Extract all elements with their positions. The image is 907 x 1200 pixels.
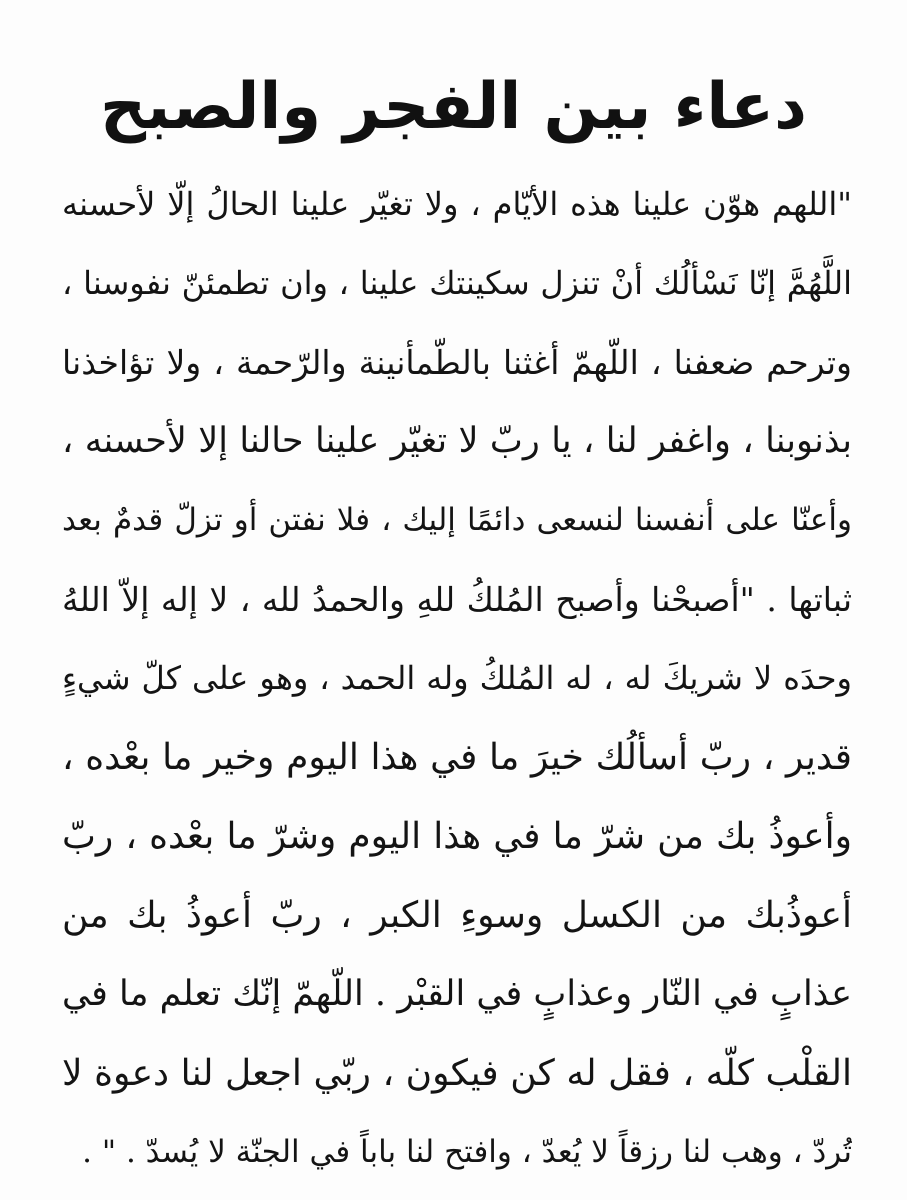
text-line: قدير ، ربّ أسألُك خيرَ ما في هذا اليوم وخير ما بعْده ، — [62, 737, 852, 778]
text-line: وحدَه لا شريكَ له ، له المُلكُ وله الحمد ، وهو على كلّ شيءٍ — [62, 659, 852, 697]
text-line: القلْب كلّه ، فقل له كن فيكون ، ربّي اجعل لنا دعوة لا — [62, 1053, 852, 1094]
text-line-last: تُردّ ، وهب لنا رزقاً لا يُعدّ ، وافتح لنا باباً في الجنّة لا يُسدّ . " . — [82, 1134, 852, 1170]
text-line: أعوذُبك من الكسل وسوءِ الكبر ، ربّ أعوذُ بك من — [62, 895, 852, 936]
prayer-text — [62, 165, 852, 1192]
text-line: بذنوبنا ، واغفر لنا ، يا ربّ لا تغيّر علينا حالنا إلا لأحسنه ، — [62, 421, 852, 461]
text-line: عذابٍ في النّار وعذابٍ في القبْر . اللّهمّ إنّك تعلم ما في — [62, 974, 852, 1014]
text-line: وأعنّا على أنفسنا لنسعى دائمًا إليك ، فلا نفتن أو تزلّ قدمٌ بعد — [62, 502, 852, 538]
text-line: وترحم ضعفنا ، اللّهمّ أغثنا بالطّمأنينة والرّحمة ، ولا تؤاخذنا — [62, 343, 852, 382]
page-title: دعاء بين الفجر والصبح — [100, 70, 807, 144]
text-line: وأعوذُ بك من شرّ ما في هذا اليوم وشرّ ما بعْده ، ربّ — [62, 816, 852, 857]
text-line: ثباتها . "أصبحْنا وأصبح المُلكُ للهِ والحمدُ لله ، لا إله إلاّ اللهُ — [62, 580, 852, 619]
text-line: اللَّهُمَّ إنّا نَسْألُك أنْ تنزل سكينتك علينا ، وان تطمئنّ نفوسنا ، — [62, 264, 852, 302]
text-line: "اللهم هوّن علينا هذه الأيّام ، ولا تغيّر علينا الحالُ إلّا لأحسنه — [62, 185, 852, 223]
